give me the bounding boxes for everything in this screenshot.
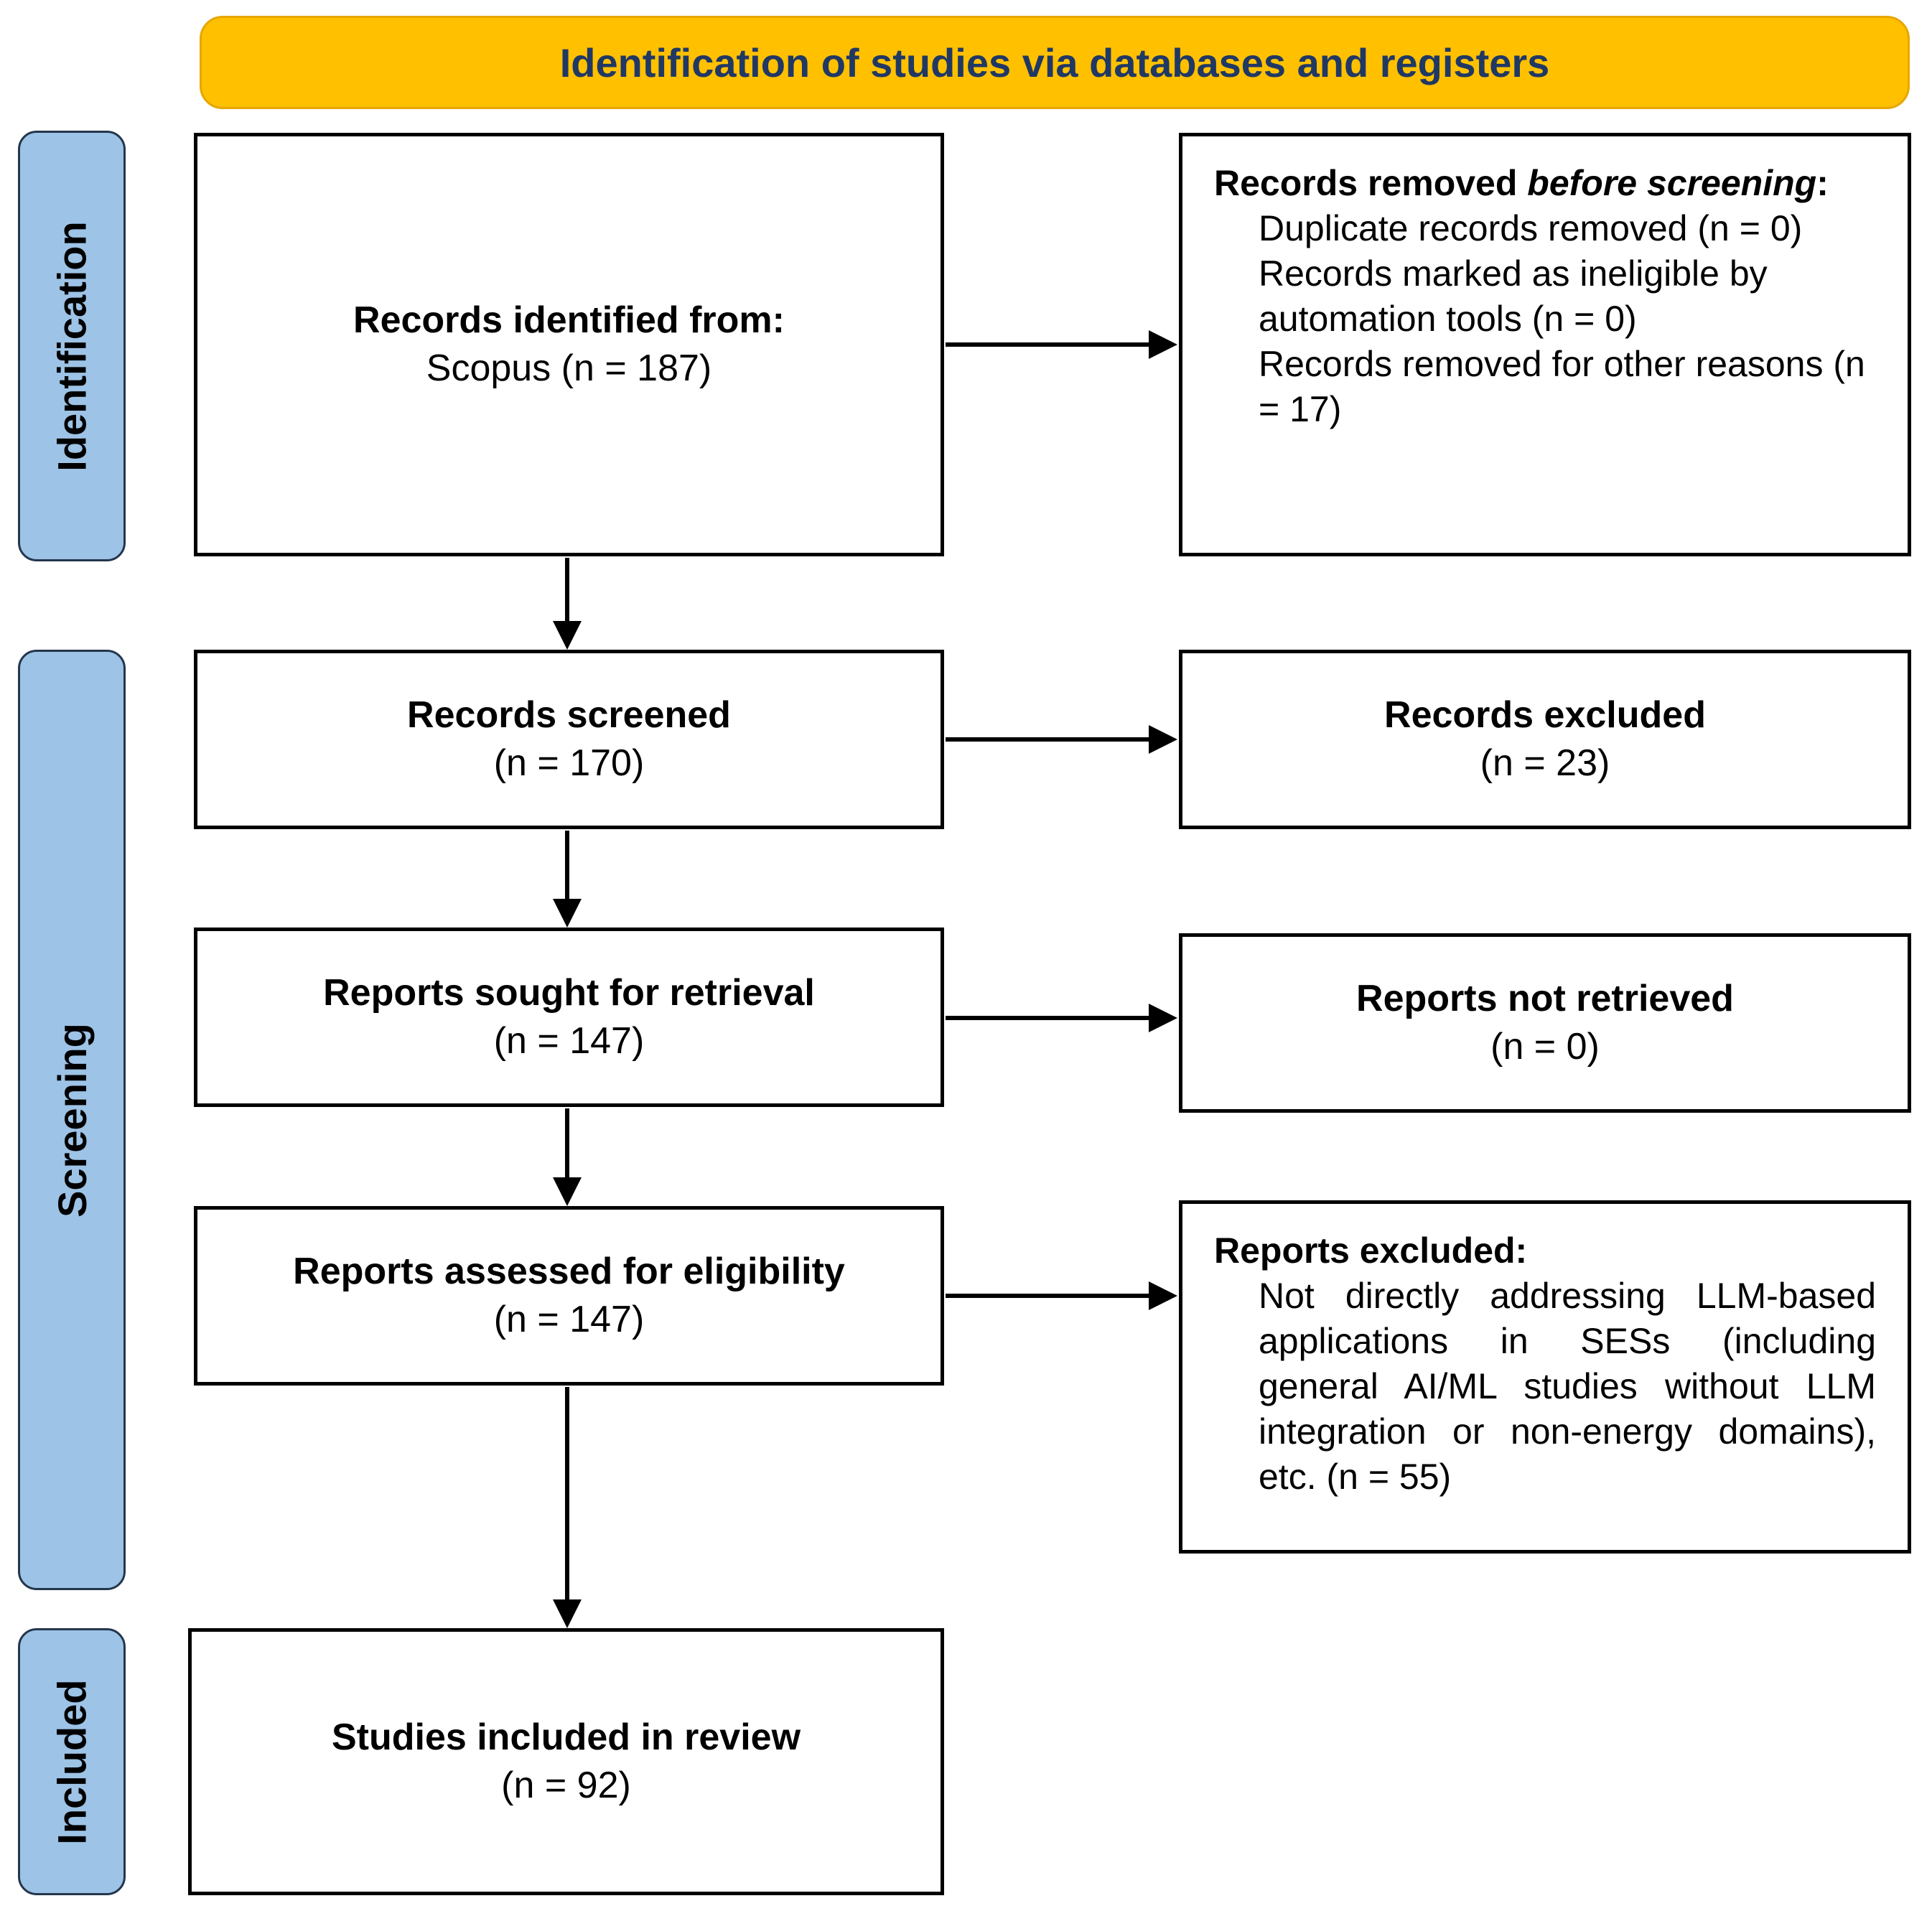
arrow-sought-to-assessed xyxy=(553,1108,582,1206)
box-reports-assessed-title: Reports assessed for eligibility xyxy=(293,1251,845,1293)
records-removed-heading-emphasis: before screening xyxy=(1527,163,1817,203)
box-studies-included xyxy=(188,1628,944,1895)
box-reports-sought-count: (n = 147) xyxy=(493,1020,645,1062)
stage-screening-label: Screening xyxy=(49,1022,95,1218)
stage-included-label: Included xyxy=(49,1678,95,1845)
arrow-sought-to-not-retrieved xyxy=(946,1004,1177,1032)
box-reports-excluded xyxy=(1179,1200,1911,1554)
box-records-identified xyxy=(194,133,944,556)
records-removed-item-automation: Records marked as ineligible by automation tools (n = 0) xyxy=(1259,253,1768,339)
box-reports-not-retrieved-title: Reports not retrieved xyxy=(1356,978,1734,1020)
stage-identification-label: Identification xyxy=(49,220,95,472)
stage-identification xyxy=(18,131,126,561)
box-reports-sought-title: Reports sought for retrieval xyxy=(323,972,815,1014)
box-records-screened xyxy=(194,650,944,829)
records-removed-item-other: Records removed for other reasons (n = 17) xyxy=(1259,344,1865,429)
records-removed-item-duplicates: Duplicate records removed (n = 0) xyxy=(1259,208,1803,248)
box-reports-excluded-body: Not directly addressing LLM-based applications in SESs (including general AI/ML studies without LLM integration or non-energy domains), etc. (n = 55) xyxy=(1259,1276,1876,1497)
records-removed-items xyxy=(1214,206,1876,432)
box-records-removed xyxy=(1179,133,1911,556)
box-records-identified-title: Records identified from: xyxy=(353,299,785,342)
box-records-identified-count: Scopus (n = 187) xyxy=(426,347,712,389)
banner xyxy=(200,16,1910,109)
stage-screening xyxy=(18,650,126,1590)
box-reports-not-retrieved-count: (n = 0) xyxy=(1490,1026,1600,1068)
records-removed-heading-suffix: : xyxy=(1816,163,1829,203)
stage-included xyxy=(18,1628,126,1895)
records-removed-heading-prefix: Records removed xyxy=(1214,163,1528,203)
box-reports-not-retrieved xyxy=(1179,933,1911,1113)
box-records-screened-title: Records screened xyxy=(407,694,731,737)
box-reports-assessed-count: (n = 147) xyxy=(493,1299,645,1340)
banner-title: Identification of studies via databases and registers xyxy=(559,39,1550,85)
box-reports-assessed xyxy=(194,1206,944,1386)
box-records-excluded xyxy=(1179,650,1911,829)
arrow-screened-to-sought xyxy=(553,831,582,928)
box-studies-included-title: Studies included in review xyxy=(331,1716,801,1759)
box-reports-excluded-heading: Reports excluded: xyxy=(1214,1230,1528,1271)
box-records-screened-count: (n = 170) xyxy=(493,742,645,784)
box-reports-sought xyxy=(194,928,944,1107)
box-studies-included-count: (n = 92) xyxy=(501,1765,631,1806)
arrow-identified-to-removed xyxy=(946,330,1177,359)
arrow-assessed-to-included xyxy=(553,1387,582,1628)
arrow-screened-to-excluded xyxy=(946,725,1177,754)
arrow-identified-to-screened xyxy=(553,558,582,650)
box-records-excluded-count: (n = 23) xyxy=(1480,742,1610,784)
arrow-assessed-to-reports-excluded xyxy=(946,1281,1177,1310)
box-records-removed-heading xyxy=(1214,161,1876,206)
box-records-excluded-title: Records excluded xyxy=(1384,694,1706,737)
